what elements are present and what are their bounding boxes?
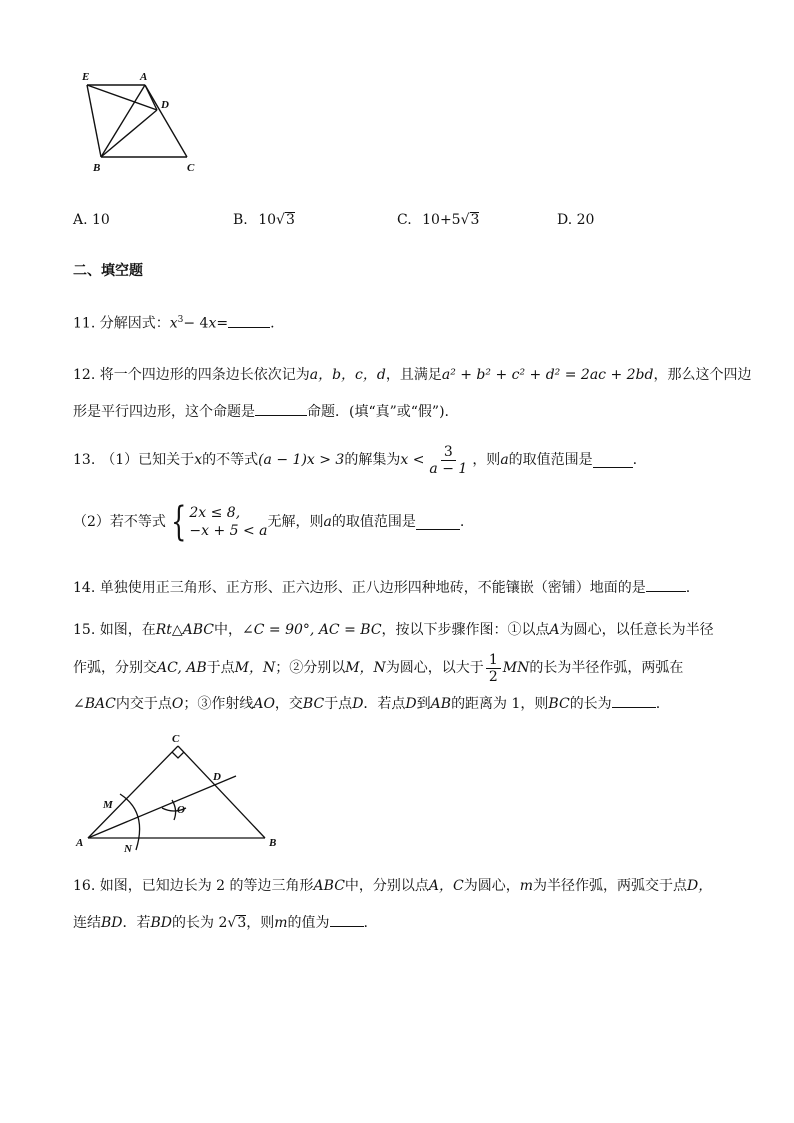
answer-blank-13-2[interactable]	[416, 515, 460, 530]
section-title: 二、填空题	[73, 263, 143, 279]
label-N: N	[124, 843, 132, 855]
question-13-part1: 13. （1）已知关于 x 的不等式 (a − 1)x > 3 的解集为 x < $\frac{3}{a - 1}$ ，则 a 的取值范围是 .	[73, 443, 638, 477]
label-D: D	[213, 771, 221, 783]
question-11: 11. 分解因式：$x^3- 4x=$ .	[73, 310, 275, 334]
option-b[interactable]: B. 10√3	[233, 212, 295, 228]
segment-BA	[101, 85, 145, 157]
label-C: C	[187, 162, 195, 174]
figure-triangle-construction	[70, 728, 300, 856]
option-a[interactable]: A. 10	[73, 212, 110, 228]
question-15-line3: ∠BAC内交于点O；③作射线AO，交BC于点D．若点D到AB的距离为 1，则BC的长为 .	[73, 693, 660, 714]
label-B: B	[93, 162, 101, 174]
label-B: B	[269, 837, 277, 849]
question-13-part2: （2）若不等式 { 2x ≤ 8, −x + 5 < a 无解，则 a 的取值范围是 .	[73, 499, 465, 545]
label-A: A	[140, 71, 148, 83]
label-C: C	[172, 733, 180, 745]
segment-BD	[101, 110, 157, 157]
label-A: A	[76, 837, 84, 849]
inequality-system: 2x ≤ 8, −x + 5 < a	[189, 505, 268, 539]
question-16-line1: 16. 如图，已知边长为 2 的等边三角形ABC中，分别以点A，C为圆心，m为半径作弧，两弧交于点D，	[73, 878, 713, 894]
answer-blank-11[interactable]	[228, 313, 270, 328]
option-d[interactable]: D. 20	[557, 212, 595, 228]
label-E: E	[82, 71, 90, 83]
segment-AC	[145, 85, 187, 157]
segment-CB	[178, 746, 265, 838]
question-12-line1: 12. 将一个四边形的四条边长依次记为a，b，c，d，且满足a² + b² + c² + d² = 2ac + 2bd，那么这个四边	[73, 367, 752, 383]
figure-parallelogram	[76, 66, 206, 178]
answer-blank-15[interactable]	[612, 693, 656, 708]
question-12-line2: 形是平行四边形，这个命题是 命题．(填“真”或“假”).	[73, 401, 449, 422]
question-16-line2: 连结BD．若BD的长为 2√3，则m的值为 .	[73, 912, 368, 933]
label-D: D	[161, 99, 169, 111]
answer-blank-14[interactable]	[646, 577, 686, 592]
question-15-line2: 作弧，分别交 AC, AB 于点 M，N ；②分别以 M，N 为圆心，以大于 $\frac{1}{2}$ MN 的长为半径作弧，两弧在	[73, 651, 684, 685]
segment-EB	[87, 85, 101, 157]
question-15-line1: 15. 如图，在Rt△ABC中，∠C = 90°, AC = BC，按以下步骤作图：①以点A为圆心，以任意长为半径	[73, 622, 714, 638]
question-14: 14. 单独使用正三角形、正方形、正六边形、正八边形四种地砖，不能镶嵌（密铺）地面的是 .	[73, 577, 690, 598]
answer-blank-16[interactable]	[330, 912, 364, 927]
answer-blank-13-1[interactable]	[593, 453, 633, 468]
label-M: M	[103, 799, 113, 811]
segment-AC	[88, 746, 178, 838]
fraction-one-half: $\frac{1}{2}$	[486, 652, 501, 685]
answer-blank-12[interactable]	[255, 401, 307, 416]
right-angle-mark	[172, 752, 184, 758]
option-c[interactable]: C. 10+5√3	[397, 212, 480, 228]
system-brace: {	[171, 499, 187, 545]
label-O: O	[177, 804, 185, 816]
fraction-3-over-a-1: $\frac{3}{a - 1}$	[429, 443, 468, 477]
